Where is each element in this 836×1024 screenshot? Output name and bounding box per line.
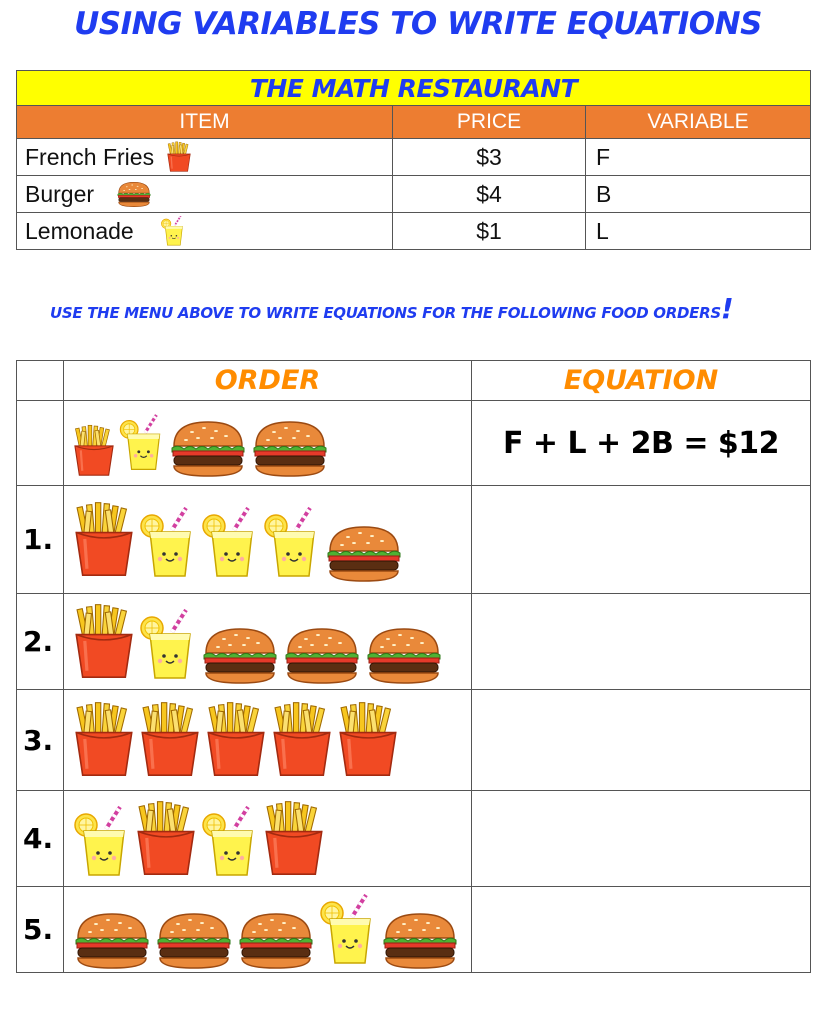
- fries-icon: [138, 697, 202, 783]
- menu-row-lemonade: [17, 213, 811, 250]
- equation-cell[interactable]: [472, 486, 811, 594]
- menu-item-price: $1: [393, 213, 586, 250]
- menu-header-price: PRICE: [393, 106, 586, 139]
- order-number: 2.: [17, 594, 64, 690]
- orders-header-blank: [17, 361, 64, 401]
- menu-item-name: Burger: [25, 180, 95, 207]
- burger-icon: [168, 418, 248, 478]
- fries-icon: [270, 697, 334, 783]
- menu-table: [16, 70, 811, 250]
- burger-icon: [324, 523, 404, 583]
- order-items: [64, 408, 471, 478]
- menu-header-variable: VARIABLE: [586, 106, 811, 139]
- fries-icon: [72, 497, 136, 583]
- order-row-2: [17, 594, 811, 690]
- lemonade-icon: [160, 216, 186, 246]
- burger-icon: [364, 625, 444, 685]
- order-items: [64, 599, 471, 685]
- order-number: 5.: [17, 887, 64, 973]
- order-items: [64, 697, 471, 783]
- order-row-5: [17, 887, 811, 973]
- page-title: USING VARIABLES TO WRITE EQUATIONS: [74, 6, 762, 42]
- order-items: [64, 890, 471, 970]
- fries-icon: [336, 697, 400, 783]
- menu-row-burger: [17, 176, 811, 213]
- menu-item-price: $4: [393, 176, 586, 213]
- orders-table: [16, 360, 811, 973]
- lemonade-icon: [318, 890, 378, 970]
- fries-icon: [72, 424, 116, 478]
- burger-icon: [236, 910, 316, 970]
- lemonade-icon: [200, 802, 260, 882]
- burger-icon: [380, 910, 460, 970]
- fries-icon: [134, 796, 198, 882]
- equation-cell[interactable]: [472, 887, 811, 973]
- order-row-1: [17, 486, 811, 594]
- lemonade-icon: [118, 408, 166, 478]
- order-number: 4.: [17, 791, 64, 887]
- orders-header-order: ORDER: [64, 361, 472, 401]
- menu-item-price: $3: [393, 139, 586, 176]
- order-row-4: [17, 791, 811, 887]
- order-items: [64, 497, 471, 583]
- fries-icon: [262, 796, 326, 882]
- fries-icon: [166, 141, 192, 173]
- lemonade-icon: [138, 503, 198, 583]
- fries-icon: [204, 697, 268, 783]
- instructions: [50, 292, 733, 325]
- menu-item-variable: B: [586, 176, 811, 213]
- fries-icon: [72, 599, 136, 685]
- instruction-text: USE THE MENU ABOVE TO WRITE EQUATIONS FOR THE FOLLOWING FOOD ORDERS: [50, 304, 721, 322]
- burger-icon: [282, 625, 362, 685]
- equation-cell[interactable]: F + L + 2B = $12: [472, 401, 811, 486]
- order-number: 1.: [17, 486, 64, 594]
- order-row-example: [17, 401, 811, 486]
- menu-header-item: ITEM: [17, 106, 393, 139]
- burger-icon: [72, 910, 152, 970]
- burger-icon: [200, 625, 280, 685]
- menu-item-variable: L: [586, 213, 811, 250]
- menu-item-name: French Fries: [25, 143, 155, 170]
- orders-header-equation: EQUATION: [472, 361, 811, 401]
- menu-row-fries: [17, 139, 811, 176]
- equation-cell[interactable]: [472, 690, 811, 791]
- lemonade-icon: [262, 503, 322, 583]
- lemonade-icon: [200, 503, 260, 583]
- burger-icon: [250, 418, 330, 478]
- burger-icon: [116, 180, 152, 208]
- equation-cell[interactable]: [472, 594, 811, 690]
- lemonade-icon: [72, 802, 132, 882]
- order-row-3: [17, 690, 811, 791]
- order-items: [64, 796, 471, 882]
- menu-banner: THE MATH RESTAURANT: [17, 71, 811, 106]
- menu-item-variable: F: [586, 139, 811, 176]
- menu-item-name: Lemonade: [25, 217, 134, 244]
- equation-cell[interactable]: [472, 791, 811, 887]
- lemonade-icon: [138, 605, 198, 685]
- instruction-mark: !: [720, 292, 734, 325]
- order-number: [17, 401, 64, 486]
- burger-icon: [154, 910, 234, 970]
- fries-icon: [72, 697, 136, 783]
- order-number: 3.: [17, 690, 64, 791]
